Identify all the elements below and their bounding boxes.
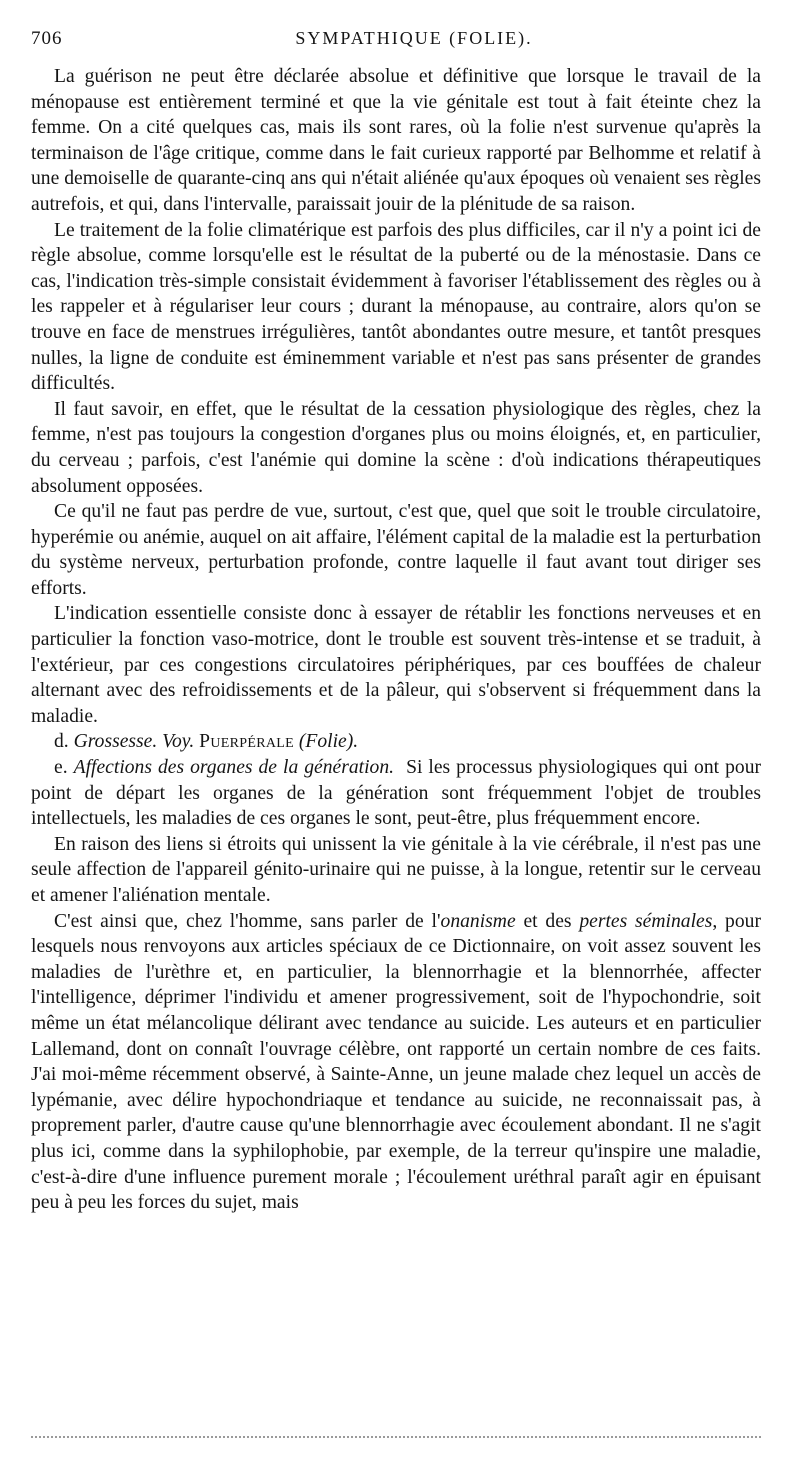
section-marker: e. bbox=[54, 757, 68, 779]
section-marker: d. bbox=[54, 731, 69, 753]
paragraph bbox=[31, 909, 761, 1216]
document-page bbox=[31, 28, 761, 1216]
see-reference: Voy. bbox=[162, 731, 195, 753]
text-run: , pour lesquels nous renvoyons aux articles spéciaux de ce Dictionnaire, on voit assez souvent les maladies de l'urèthre et, en particulier, la blennorrhagie et la blennorrhée, affecter l'intelligence, déprimer l'individu et amener progressivement, soit de l'hypochondrie, soit même un état mélancolique délirant avec tendance au suicide. Les auteurs et en particulier Lallemand, dont on connaît l'ouvrage célèbre, ont rapporté un certain nombre de ces faits. J'ai moi-même récemment observé, à Sainte-Anne, un jeune malade chez lequel un accès de lypémanie, avec délire hypochondriaque et tendance au suicide, ne reconnaissait pas, à proprement parler, d'autre cause qu'une blennorrhagie avec écoulement abondant. Il ne s'agit plus ici, comme dans la syphilophobie, par exemple, de la terreur qu'inspire une maladie, c'est-à-dire d'une influence purement morale ; l'écoulement uréthral paraît agir en épuisant peu à peu les forces du sujet, mais bbox=[31, 910, 761, 1214]
footer-divider bbox=[31, 1436, 761, 1438]
running-title: SYMPATHIQUE (FOLIE). bbox=[295, 28, 533, 48]
cross-reference: Puerpérale bbox=[199, 731, 294, 753]
paragraph: Ce qu'il ne faut pas perdre de vue, surtout, c'est que, quel que soit le trouble circulatoire, hyperémie ou anémie, auquel on ait affaire, l'élément capital de la maladie est la perturbation du système nerveux, perturbation profonde, contre laquelle il faut avant tout diriger ses efforts. bbox=[31, 501, 761, 599]
italic-term: onanisme bbox=[440, 910, 516, 932]
text-run: et des bbox=[515, 910, 580, 932]
text-run: C'est ainsi que, chez l'homme, sans parler de l' bbox=[54, 910, 441, 932]
paragraph-grossesse bbox=[31, 729, 761, 755]
paragraph: L'indication essentielle consiste donc à essayer de rétablir les fonctions nerveuses et en particulier la fonction vaso-motrice, dont le trouble est souvent très-intense et se traduit, à l'extérieur, par ces congestions circulatoires périphériques, par ces bouffées de chaleur alternant avec des refroidissements et de la pâleur, qui s'observent si fréquemment dans la maladie. bbox=[31, 603, 761, 727]
page-number: 706 bbox=[31, 28, 63, 49]
paragraph: Le traitement de la folie climatérique est parfois des plus difficiles, car il n'y a point ici de règle absolue, comme lorsqu'elle est le résultat de la puberté ou de la ménostasie. Dans ce cas, l'indication très-simple consistait évidemment à favoriser l'établissement des règles ou à les rappeler et à régulariser leur cours ; durant la ménopause, au contraire, alors qu'on se trouve en face de menstrues irrégulières, tantôt abondantes outre mesure, et tantôt presques nulles, la ligne de conduite est éminemment variable et n'est pas sans présenter de grandes difficultés. bbox=[31, 219, 761, 395]
cross-reference-qualifier: (Folie). bbox=[298, 731, 359, 753]
section-term: Grossesse. bbox=[73, 731, 158, 753]
italic-term: pertes séminales bbox=[579, 910, 713, 932]
section-heading: Affections des organes de la génération. bbox=[73, 757, 395, 779]
paragraph: Il faut savoir, en effet, que le résultat de la cessation physiologique des règles, chez la femme, n'est pas toujours la congestion d'organes plus ou moins éloignés, et, en particulier, du cerveau ; parfois, c'est l'anémie qui domine la scène : d'où indications thérapeutiques absolument opposées. bbox=[31, 398, 761, 497]
body-text bbox=[31, 64, 761, 1216]
paragraph: En raison des liens si étroits qui unissent la vie génitale à la vie cérébrale, il n'est pas une seule affection de l'appareil génito-urinaire qui ne puisse, à la longue, retentir sur le cerveau et amener l'aliénation mentale. bbox=[31, 833, 761, 906]
paragraph-affections bbox=[31, 755, 761, 832]
paragraph: La guérison ne peut être déclarée absolue et définitive que lorsque le travail de la ménopause est entièrement terminé et que la vie génitale est tout à fait éteinte chez la femme. On a cité quelques cas, mais ils sont rares, où la folie n'est survenue qu'après la terminaison de l'âge critique, comme dans le fait curieux rapporté par Belhomme et relatif à une demoiselle de quarante-cinq ans qui n'était aliénée qu'aux époques où venaient ses règles autrefois, et qui, dans l'intervalle, paraissait jouir de la plénitude de sa raison. bbox=[31, 66, 761, 215]
paragraph-text: Si les processus physiologiques qui ont pour point de départ les organes de la génération sont fréquemment l'objet de troubles intellectuels, les maladies de ces organes le sont, peut-être, plus fréquemment encore. bbox=[31, 757, 762, 830]
page-header bbox=[31, 28, 761, 58]
